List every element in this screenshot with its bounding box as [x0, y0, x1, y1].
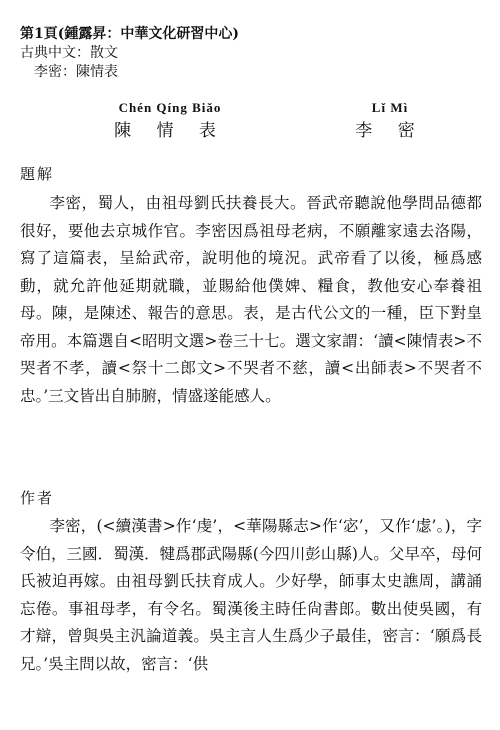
page-header-source: 第1頁(鍾露昇：中華文化研習中心) [20, 26, 239, 42]
page-header-category: 古典中文：散文 [20, 45, 118, 61]
author-paragraph: 李密，(<續漢書>作‘虔’，<華陽縣志>作‘宓’，又作‘虙’。)，字令伯，三國．蜀漢．犍爲郡武陽縣(今四川彭山縣)人。父早卒，母何氏被迫再嫁。由祖母劉氏扶育成人。少好學，師事太史譙周，講誦忘倦。事祖母孝，有令名。蜀漢後主時任尙書郎。數出使吳國，有才辯，曾與吳主汎論道義。吳主言人生爲少子最佳，密言：‘願爲長兄。’吳主問以故，密言：‘供 [20, 517, 482, 673]
section-heading-author: 作者 [20, 489, 55, 507]
work-title-pinyin: Chén Qíng Biǎo [118, 100, 222, 115]
section-heading-explanation: 題解 [20, 165, 55, 183]
work-title-block [95, 100, 245, 141]
author-title-pinyin: Lǐ Mì [371, 100, 409, 115]
author-title-block [340, 100, 440, 141]
author-title-hanzi: 李 密 [355, 121, 425, 141]
work-title-hanzi: 陳 情 表 [114, 121, 226, 141]
page-header-title: 李密：陳情表 [34, 64, 118, 80]
explanation-paragraph: 李密，蜀人，由祖母劉氏扶養長大。晉武帝聽說他學問品德都很好，要他去京城作官。李密因爲祖母老病，不願離家遠去洛陽，寫了這篇表，呈給武帝，說明他的境況。武帝看了以後，極爲感動，就允許他延期就職，並賜給他僕婢、糧食，教他安心奉養祖母。陳，是陳述、報告的意思。表，是古代公文的一種，臣下對皇帝用。本篇選自<昭明文選>卷三十七。選文家謂：‘讀<陳情表>不哭者不孝，讀<祭十二郎文>不哭者不慈，讀<出師表>不哭者不忠。’三文皆出自肺腑，情盛遂能感人。 [20, 194, 482, 405]
